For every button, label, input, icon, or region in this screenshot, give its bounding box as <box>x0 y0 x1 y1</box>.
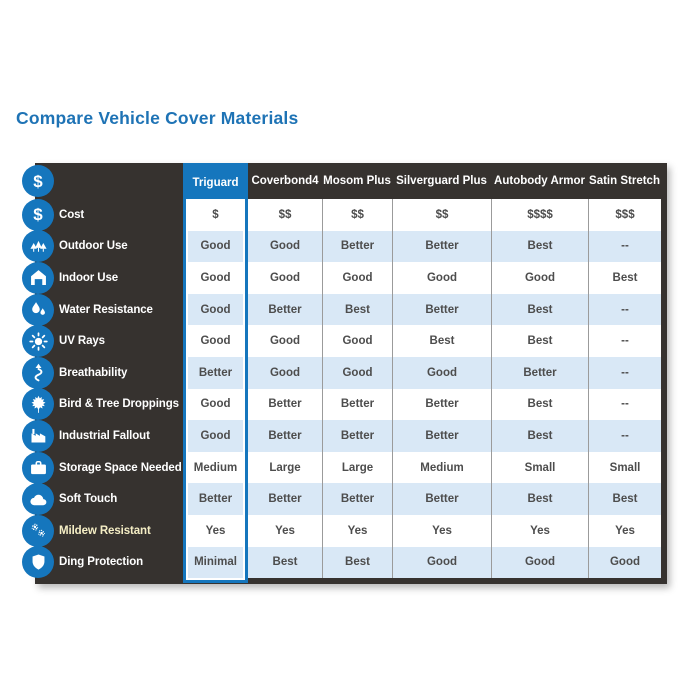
table-cell: Best <box>491 389 588 421</box>
table-cell: Good <box>248 325 322 357</box>
row-label-text: Indoor Use <box>59 271 119 284</box>
shield-icon <box>22 546 54 578</box>
table-cell: Good <box>248 231 322 263</box>
row-label-bird-tree-droppings <box>35 389 183 421</box>
table-cell: -- <box>588 389 661 421</box>
table-cell: Large <box>248 452 322 484</box>
table-corner <box>35 163 183 199</box>
row-label-breathability <box>35 357 183 389</box>
table-cell: Yes <box>322 515 392 547</box>
table-cell: Best <box>392 325 491 357</box>
table-cell: Good <box>491 547 588 579</box>
table-cell: -- <box>588 231 661 263</box>
table-cell: -- <box>588 357 661 389</box>
table-cell: Good <box>322 262 392 294</box>
table-cell: Good <box>491 262 588 294</box>
row-label-ding-protection <box>35 547 183 579</box>
column-header-silverguard-plus: Silverguard Plus <box>396 175 487 187</box>
column-mosom-plus <box>322 163 392 578</box>
sun-icon <box>22 325 54 357</box>
table-cell: Good <box>392 547 491 579</box>
table-cell: Best <box>491 231 588 263</box>
row-header-column <box>35 163 183 578</box>
table-cell: Best <box>491 483 588 515</box>
table-cell: Better <box>392 294 491 326</box>
table-cell: Good <box>188 325 243 357</box>
row-label-text: Water Resistance <box>59 303 153 316</box>
table-cell: Better <box>392 389 491 421</box>
column-satin-stretch <box>588 163 661 578</box>
table-cell: Better <box>248 294 322 326</box>
airflow-arrow-icon <box>22 357 54 389</box>
column-header-satin-stretch: Satin Stretch <box>589 175 660 187</box>
table-cell: Best <box>248 547 322 579</box>
table-cell: Good <box>392 262 491 294</box>
table-cell: Better <box>248 420 322 452</box>
table-cell: $$ <box>322 199 392 231</box>
row-label-outdoor-use <box>35 231 183 263</box>
table-cell: Small <box>491 452 588 484</box>
row-label-soft-touch <box>35 483 183 515</box>
comparison-table <box>35 163 667 584</box>
table-cell: Good <box>322 325 392 357</box>
table-cell: $$ <box>392 199 491 231</box>
table-cell: $$ <box>248 199 322 231</box>
table-cell: Best <box>322 547 392 579</box>
table-cell: Good <box>392 357 491 389</box>
table-cell: Good <box>248 262 322 294</box>
factory-icon <box>22 420 54 452</box>
cloud-icon <box>22 483 54 515</box>
row-label-text: Mildew Resistant <box>59 524 151 537</box>
column-triguard <box>183 163 248 583</box>
row-label-text: Bird & Tree Droppings <box>59 398 179 411</box>
column-footer-filler <box>186 578 245 580</box>
table-cell: Yes <box>491 515 588 547</box>
row-label-text: Breathability <box>59 366 128 379</box>
table-cell: Large <box>322 452 392 484</box>
house-icon <box>22 262 54 294</box>
table-cell: Good <box>188 389 243 421</box>
row-label-text: UV Rays <box>59 335 105 348</box>
row-label-uv-rays <box>35 325 183 357</box>
briefcase-icon <box>22 452 54 484</box>
table-cell: Best <box>588 483 661 515</box>
table-cell: Better <box>491 357 588 389</box>
table-cell: Better <box>322 231 392 263</box>
trees-icon <box>22 230 54 262</box>
table-cell: Best <box>491 294 588 326</box>
table-cell: Good <box>322 357 392 389</box>
row-label-text: Soft Touch <box>59 493 118 506</box>
row-label-text: Outdoor Use <box>59 240 128 253</box>
column-header-triguard: Triguard <box>186 166 245 199</box>
leaf-icon <box>22 388 54 420</box>
table-cell: Good <box>188 420 243 452</box>
table-cell: Good <box>188 294 243 326</box>
table-cell: Better <box>322 483 392 515</box>
table-cell: Better <box>392 420 491 452</box>
table-cell: Yes <box>392 515 491 547</box>
row-label-text: Industrial Fallout <box>59 429 150 442</box>
column-header-coverbond4: Coverbond4 <box>251 175 319 187</box>
table-cell: Best <box>491 325 588 357</box>
table-cell: Good <box>248 357 322 389</box>
table-cell: -- <box>588 294 661 326</box>
table-cell: Good <box>588 547 661 579</box>
table-cell: Minimal <box>188 547 243 579</box>
table-cell: Best <box>322 294 392 326</box>
row-label-text: Ding Protection <box>59 556 144 569</box>
table-cell: -- <box>588 325 661 357</box>
table-cell: Best <box>491 420 588 452</box>
dollar-icon: $ <box>22 199 54 231</box>
column-coverbond4 <box>248 163 322 578</box>
water-drops-icon <box>22 294 54 326</box>
table-cell: Better <box>392 483 491 515</box>
table-cell: Yes <box>188 515 243 547</box>
table-cell: Best <box>588 262 661 294</box>
row-label-indoor-use <box>35 262 183 294</box>
table-cell: Better <box>188 483 243 515</box>
row-label-cost <box>35 199 183 231</box>
table-cell: $$$ <box>588 199 661 231</box>
table-cell: Good <box>188 231 243 263</box>
table-cell: $ <box>188 199 243 231</box>
column-autobody-armor <box>491 163 588 578</box>
page-title: Compare Vehicle Cover Materials <box>16 108 299 128</box>
column-silverguard-plus <box>392 163 491 578</box>
table-cell: Medium <box>392 452 491 484</box>
row-label-text: Storage Space Needed <box>59 461 182 474</box>
table-cell: -- <box>588 420 661 452</box>
table-cell: Small <box>588 452 661 484</box>
table-cell: Better <box>248 389 322 421</box>
table-cell: Medium <box>188 452 243 484</box>
dollar-icon: $ <box>22 165 54 197</box>
table-cell: Yes <box>248 515 322 547</box>
row-label-industrial-fallout <box>35 420 183 452</box>
column-header-autobody-armor: Autobody Armor <box>494 175 585 187</box>
row-label-water-resistance <box>35 294 183 326</box>
column-header-mosom-plus: Mosom Plus <box>323 175 391 187</box>
row-label-storage-space-needed <box>35 452 183 484</box>
spores-icon <box>22 515 54 547</box>
row-label-text: Cost <box>59 208 85 221</box>
table-cell: Better <box>248 483 322 515</box>
row-label-mildew-resistant <box>35 515 183 547</box>
table-cell: Better <box>188 357 243 389</box>
table-cell: Better <box>392 231 491 263</box>
table-cell: Better <box>322 389 392 421</box>
table-cell: Yes <box>588 515 661 547</box>
table-cell: Good <box>188 262 243 294</box>
table-cell: $$$$ <box>491 199 588 231</box>
table-cell: Better <box>322 420 392 452</box>
